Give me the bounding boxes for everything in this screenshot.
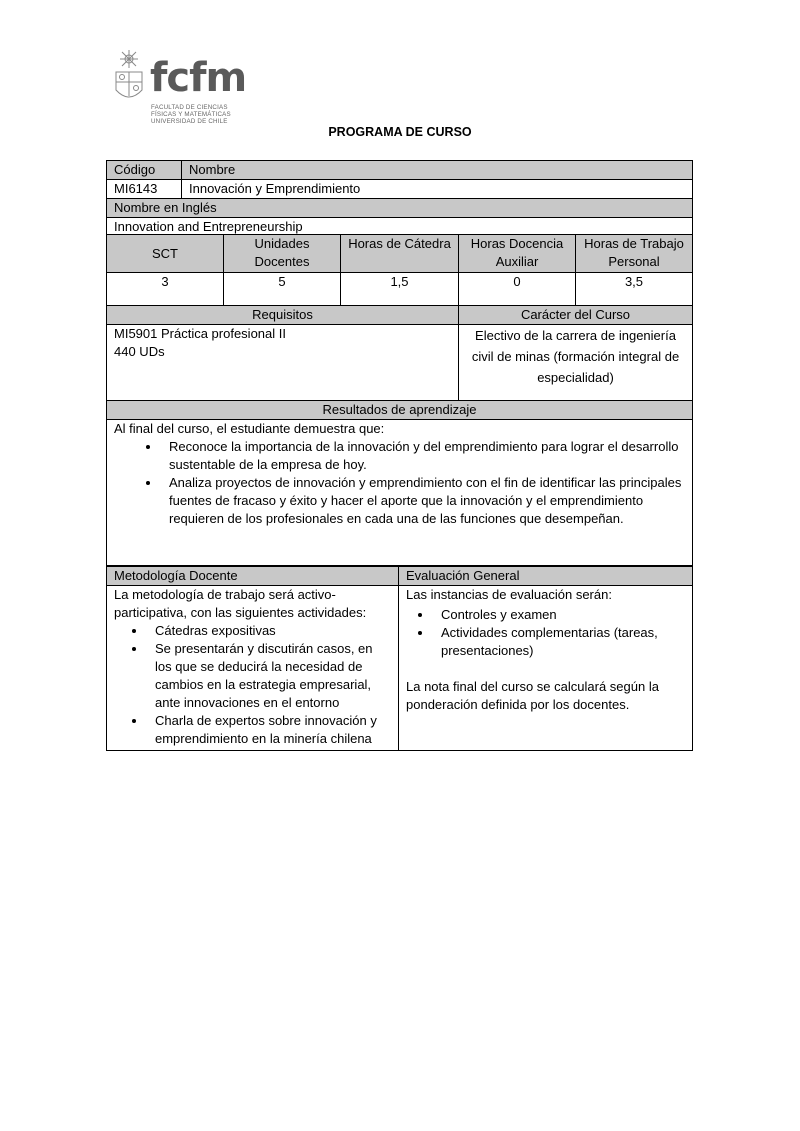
course-code: MI6143 xyxy=(107,180,182,199)
catedra-label: Horas de Cátedra xyxy=(341,235,459,273)
outcomes-cell xyxy=(107,420,693,566)
auxiliar-value: 0 xyxy=(459,273,576,306)
name-label: Nombre xyxy=(182,161,693,180)
catedra-value: 1,5 xyxy=(341,273,459,306)
fcfm-logo xyxy=(112,46,247,130)
university-crest-icon xyxy=(112,48,146,108)
course-info-table xyxy=(106,160,693,237)
code-label: Código xyxy=(107,161,182,180)
list-item: • Controles y examen xyxy=(433,606,685,624)
evaluation-label: Evaluación General xyxy=(399,567,693,586)
sct-value: 3 xyxy=(107,273,224,306)
requirements-table xyxy=(106,305,693,402)
evaluation-list xyxy=(406,606,685,660)
page-title: PROGRAMA DE CURSO xyxy=(328,125,472,139)
auxiliar-label: Horas Docencia Auxiliar xyxy=(459,235,576,273)
sct-label: SCT xyxy=(107,235,224,273)
personal-label: Horas de Trabajo Personal xyxy=(576,235,693,273)
course-name: Innovación y Emprendimiento xyxy=(182,180,693,199)
personal-value: 3,5 xyxy=(576,273,693,306)
methodology-intro: La metodología de trabajo será activo-participativa, con las siguientes actividades: xyxy=(114,587,367,620)
list-item: • Reconoce la importancia de la innovación y del emprendimiento para lograr el desarrollo sustentable de la empresa de hoy. xyxy=(161,438,685,474)
methodology-evaluation-table xyxy=(106,566,693,751)
logo-subtitle: FACULTAD DE CIENCIAS FÍSICAS Y MATEMÁTICAS UNIVERSIDAD DE CHILE xyxy=(151,104,231,125)
outcomes-label: Resultados de aprendizaje xyxy=(107,401,693,420)
requirement-credits: 440 UDs xyxy=(114,344,165,359)
list-item: • Actividades complementarias (tareas, presentaciones) xyxy=(433,624,685,660)
outcomes-table xyxy=(106,400,693,566)
english-name: Innovation and Entrepreneurship xyxy=(107,218,693,237)
list-item: • Se presentarán y discutirán casos, en los que se deducirá la necesidad de cambios en la estrategia empresarial, ante innovaciones en el entorno xyxy=(147,640,391,712)
methodology-label: Metodología Docente xyxy=(107,567,399,586)
list-item: • Analiza proyectos de innovación y emprendimiento con el fin de identificar las principales fuentes de fracaso y éxito y hacer el aporte que la innovación y el emprendimiento requieren de los profesionales en cada una de las funciones que desempeñan. xyxy=(161,474,685,528)
requirement-course: MI5901 Práctica profesional II xyxy=(114,326,286,341)
evaluation-intro: Las instancias de evaluación serán: xyxy=(406,587,612,602)
caracter-label: Carácter del Curso xyxy=(459,306,693,325)
methodology-cell xyxy=(107,586,399,751)
english-name-label: Nombre en Inglés xyxy=(107,199,693,218)
requirements-label: Requisitos xyxy=(107,306,459,325)
unidades-label: Unidades Docentes xyxy=(224,235,341,273)
evaluation-note: La nota final del curso se calculará según la ponderación definida por los docentes. xyxy=(406,679,659,712)
hours-table xyxy=(106,234,693,306)
list-item: • Charla de expertos sobre innovación y emprendimiento en la minería chilena xyxy=(147,712,391,748)
caracter-value: Electivo de la carrera de ingeniería civil de minas (formación integral de especialidad) xyxy=(459,325,693,402)
outcomes-intro: Al final del curso, el estudiante demuestra que: xyxy=(114,421,385,436)
list-item: • Cátedras expositivas xyxy=(147,622,391,640)
methodology-list xyxy=(114,622,391,748)
requirements-cell xyxy=(107,325,459,402)
outcomes-list xyxy=(114,438,685,528)
unidades-value: 5 xyxy=(224,273,341,306)
evaluation-cell xyxy=(399,586,693,751)
logo-wordmark: fcfm xyxy=(150,55,247,101)
